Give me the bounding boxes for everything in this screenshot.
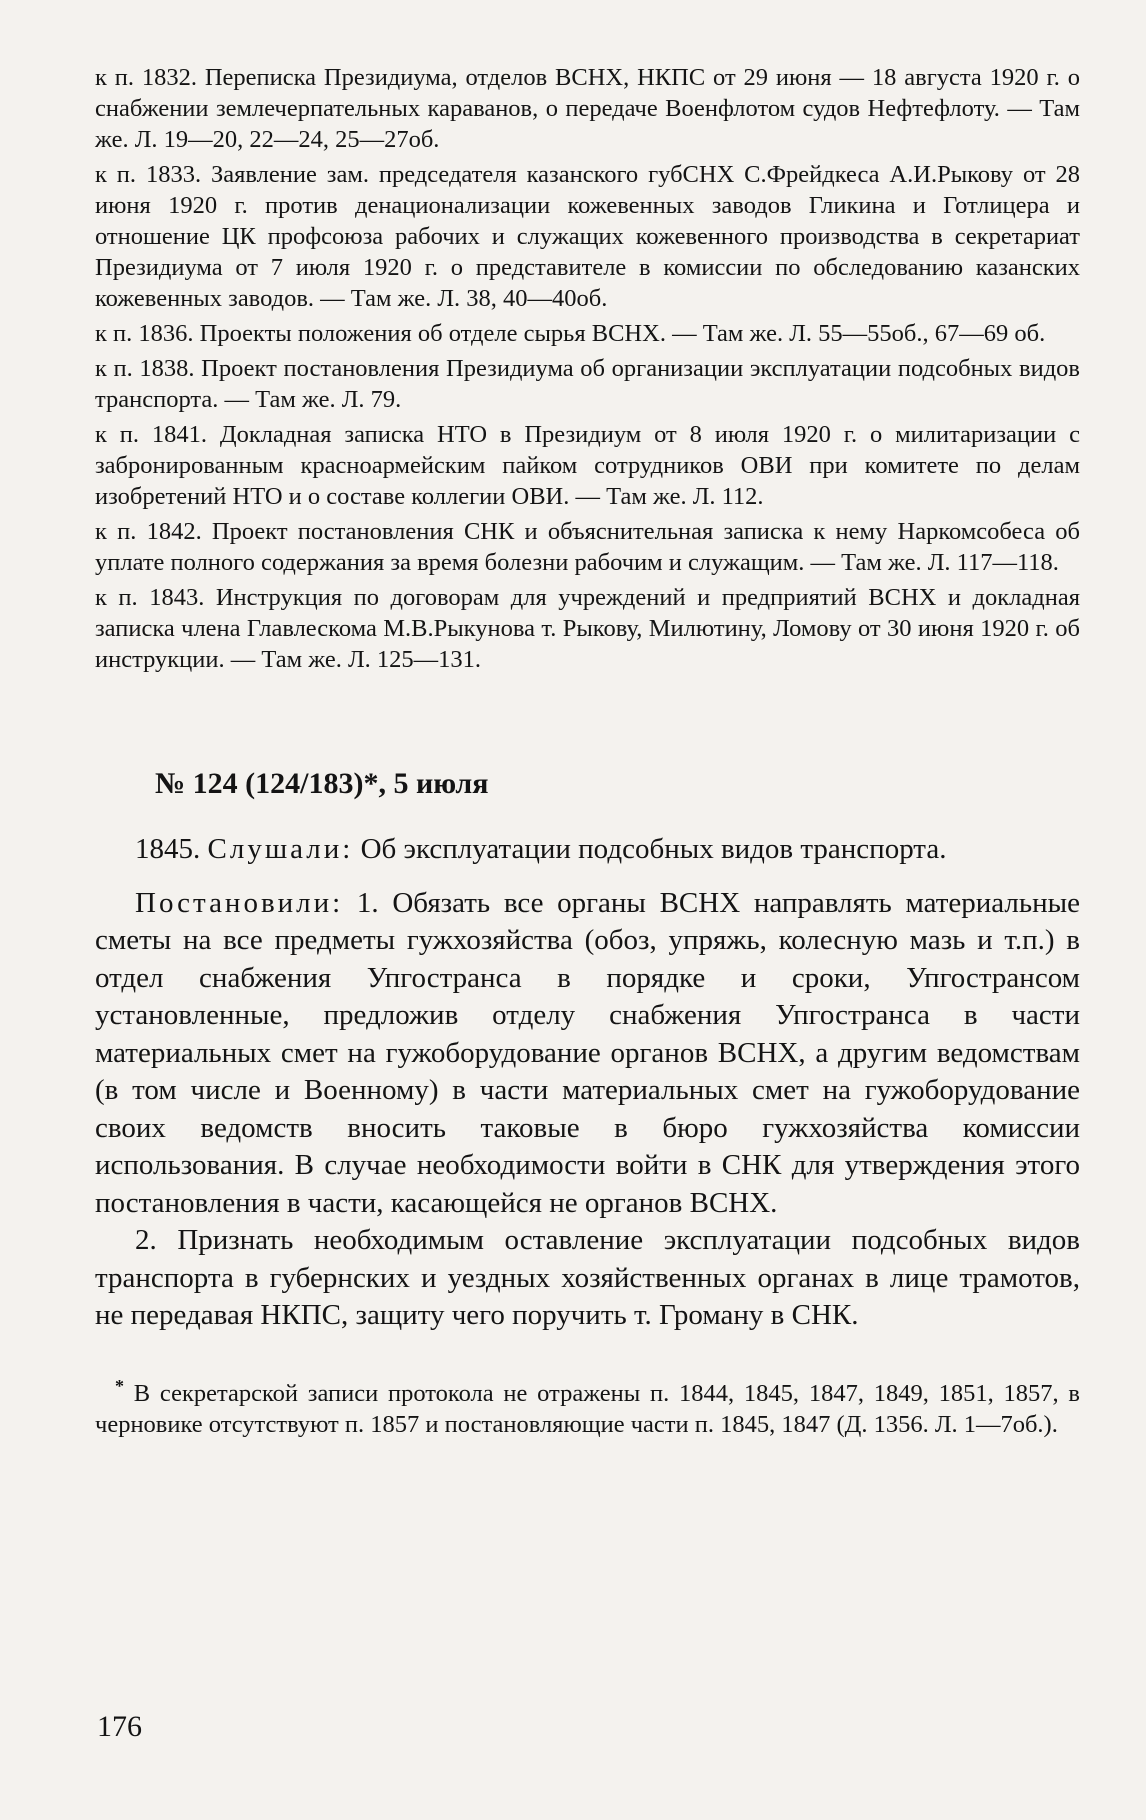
footnote-mark: * — [115, 1375, 124, 1396]
reference-1843: к п. 1843. Инструкция по договорам для учреждений и предприятий ВСНХ и докладная записка члена Главлескома М.В.Рыкунова т. Рыкову, Милютину, Ломову от 30 июня 1920 г. об инструкции. — Там же. Л. 125—131. — [95, 584, 1080, 673]
protocol-heading: № 124 (124/183)*, 5 июля — [155, 767, 489, 800]
reference-1833: к п. 1833. Заявление зам. председателя казанского губСНХ С.Фрейдкеса А.И.Рыкову от 28 июня 1920 г. против денационализации кожевенных заводов Гликина и Готлицера и отношение ЦК профсоюза рабочих и служащих кожевенного производства в секретариат Президиума от 7 июля 1920 г. о представителе в комиссии по обследованию казанских кожевенных заводов. — Там же. Л. 38, 40—40об. — [95, 161, 1080, 312]
reference-1841: к п. 1841. Докладная записка НТО в Президиум от 8 июля 1920 г. о милитаризации с забронированным красноармейским пайком сотрудников ОВИ при комитете по делам изобретений НТО и о составе коллегии ОВИ. — Там же. Л. 112. — [95, 421, 1080, 510]
footnote-separator — [95, 1335, 1080, 1371]
decided-label: Постановили: — [135, 886, 344, 919]
reference-1832: к п. 1832. Переписка Президиума, отделов ВСНХ, НКПС от 29 июня — 18 августа 1920 г. о снабжении землечерпательных караванов, о передаче Военфлотом судов Нефтефлоту. — Там же. Л. 19—20, 22—24, 25—27об. — [95, 64, 1080, 153]
footnote — [95, 1371, 1080, 1440]
reference-1836: к п. 1836. Проекты положения об отделе сырья ВСНХ. — Там же. Л. 55—55об., 67—69 об. — [95, 320, 1046, 347]
reference-1842: к п. 1842. Проект постановления СНК и объяснительная записка к нему Наркомсобеса об уплате полного содержания за время болезни рабочим и служащим. — Там же. Л. 117—118. — [95, 518, 1080, 576]
heard-text: Об эксплуатации подсобных видов транспорта. — [360, 833, 947, 865]
item-heard — [95, 831, 1080, 869]
page-number: 176 — [97, 1710, 142, 1743]
reference-1838: к п. 1838. Проект постановления Президиума об организации эксплуатации подсобных видов транспорта. — Там же. Л. 79. — [95, 355, 1080, 413]
footnote-text: В секретарской записи протокола не отражены п. 1844, 1845, 1847, 1849, 1851, 1857, в черновике отсутствуют п. 1857 и постановляющие части п. 1845, 1847 (Д. 1356. Л. 1—7об.). — [95, 1379, 1080, 1438]
item-number: 1845. — [135, 833, 201, 865]
decision-1-text: 1. Обязать все органы ВСНХ направлять материальные сметы на все предметы гужхозяйства (обоз, упряжь, колесную мазь и т.п.) в отдел снабжения Упгостранса в порядке и сроки, Упгострансом установленные, предложив отделу снабжения Упгостранса в части материальных смет на гужоборудование органов ВСНХ, а другим ведомствам (в том числе и Военному) в части материальных смет на гужоборудование своих ведомств вносить таковые в бюро гужхозяйства комиссии использования. В случае необходимости войти в СНК для утверждения этого постановления в части, касающейся не органов ВСНХ. — [95, 886, 1080, 1219]
page-content — [95, 62, 1080, 1440]
decision-1 — [95, 885, 1080, 1223]
decision-2: 2. Признать необходимым оставление эксплуатации подсобных видов транспорта в губернских и уездных хозяйственных органах в лице трамотов, не передавая НКПС, защиту чего поручить т. Громану в СНК. — [95, 1224, 1080, 1331]
heard-label: Слушали: — [207, 833, 354, 865]
archival-references — [95, 62, 1080, 675]
